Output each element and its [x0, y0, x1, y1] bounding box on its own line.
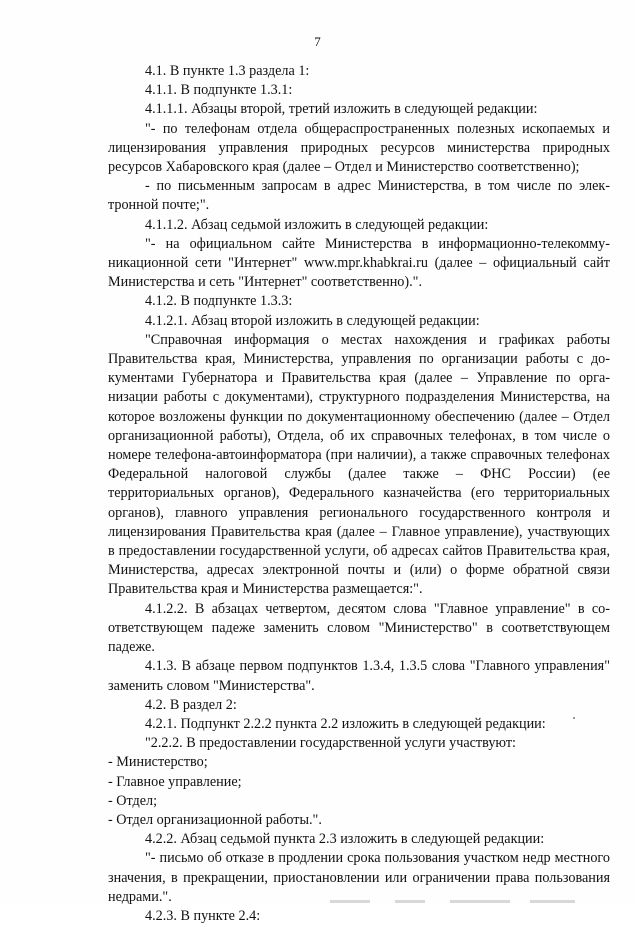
paragraph-4-1-3: 4.1.3. В абзаце первом подпунктов 1.3.4, 1.3.5 слова "Главного управления" заменить словом "Министерства". [108, 658, 610, 694]
list-item-org-department: - Отдел организационной работы.". [108, 811, 322, 828]
scan-artifact [330, 900, 370, 903]
paragraph-4-1-2: 4.1.2. В подпункте 1.3.3: [145, 293, 293, 310]
scan-artifact [450, 900, 510, 903]
page-number: 7 [314, 34, 321, 49]
paragraph-4-1-2-2: 4.1.2.2. В абзацах четвертом, десятом слова "Главное управление" в соответствующем падеже заменить словом "Министерство" в соответствующем падеже. [108, 600, 610, 656]
list-item-main-directorate: - Главное управление; [108, 773, 242, 790]
paragraph-4-2-2: 4.2.2. Абзац седьмой пункта 2.3 изложить в следующей редакции: [145, 831, 545, 848]
paragraph-4-1-1-2: 4.1.1.2. Абзац седьмой изложить в следующей редакции: [145, 216, 489, 233]
paragraph-reference-info: "Справочная информация о местах нахождения и графиках работы Правительства края, Министерства, управления по организации работы с документами Губернатора и Правительства края (далее – Управление по организации работы с документами), структурного подразделения Министерства, на которое возложены функции по документационному обеспечению (далее – Отдел организационной работы), Отдела, об их справочных телефонах, в том числе о номере телефона-автоинформатора (при наличии), а также справочных телефонах Федеральной налоговой службы (далее также – ФНС России) (ее территориальных органов), Федерального казначейства (его территориальных органов), главного управления регионального государственного контроля и лицензирования Правительства края (далее – Главное управление), участвующих в предоставлении государственной услуги, об адресах сайтов Правительства края, Министерства, адресах электронной почты и (или) о форме обратной связи Правительства края и Министерства размещается:". [108, 331, 610, 598]
list-item-ministry: - Министерство; [108, 754, 208, 771]
paragraph-4-1-1: 4.1.1. В подпункте 1.3.1: [145, 82, 293, 99]
paragraph-quote-phone: "- по телефонам отдела общераспространенных полезных ископаемых и лицензирования управления природных ресурсов министерства природных ресурсов Хабаровского края (далее – Отдел и Министерство соответственно); [108, 120, 610, 176]
paragraph-written-requests: - по письменным запросам в адрес Министерства, в том числе по электронной почте;". [108, 178, 610, 214]
document-body [108, 62, 610, 926]
paragraph-2-2-2: "2.2.2. В предоставлении государственной услуги участвуют: [145, 735, 516, 752]
scan-artifact [395, 900, 425, 903]
scan-speck [573, 717, 575, 719]
paragraph-refusal-letter: "- письмо об отказе в продлении срока пользования участком недр местного значения, в прекращении, приостановлении или ограничении права пользования недрами.". [108, 850, 610, 905]
list-item-department: - Отдел; [108, 792, 158, 809]
paragraph-4-1-1-1: 4.1.1.1. Абзацы второй, третий изложить в следующей редакции: [145, 101, 538, 118]
paragraph-4-1: 4.1. В пункте 1.3 раздела 1: [145, 63, 310, 79]
paragraph-official-site: "- на официальном сайте Министерства в информационно-телекоммуникационной сети "Интернет" www.mpr.khabkrai.ru (далее – официальный сайт Министерства и сеть "Интернет" соответственно).". [108, 235, 610, 291]
paragraph-4-2-3: 4.2.3. В пункте 2.4: [145, 907, 261, 924]
paragraph-4-1-2-1: 4.1.2.1. Абзац второй изложить в следующей редакции: [145, 312, 480, 329]
paragraph-4-2: 4.2. В раздел 2: [145, 696, 237, 713]
scan-artifact [530, 900, 575, 903]
paragraph-4-2-1: 4.2.1. Подпункт 2.2.2 пункта 2.2 изложить в следующей редакции: [145, 715, 546, 732]
